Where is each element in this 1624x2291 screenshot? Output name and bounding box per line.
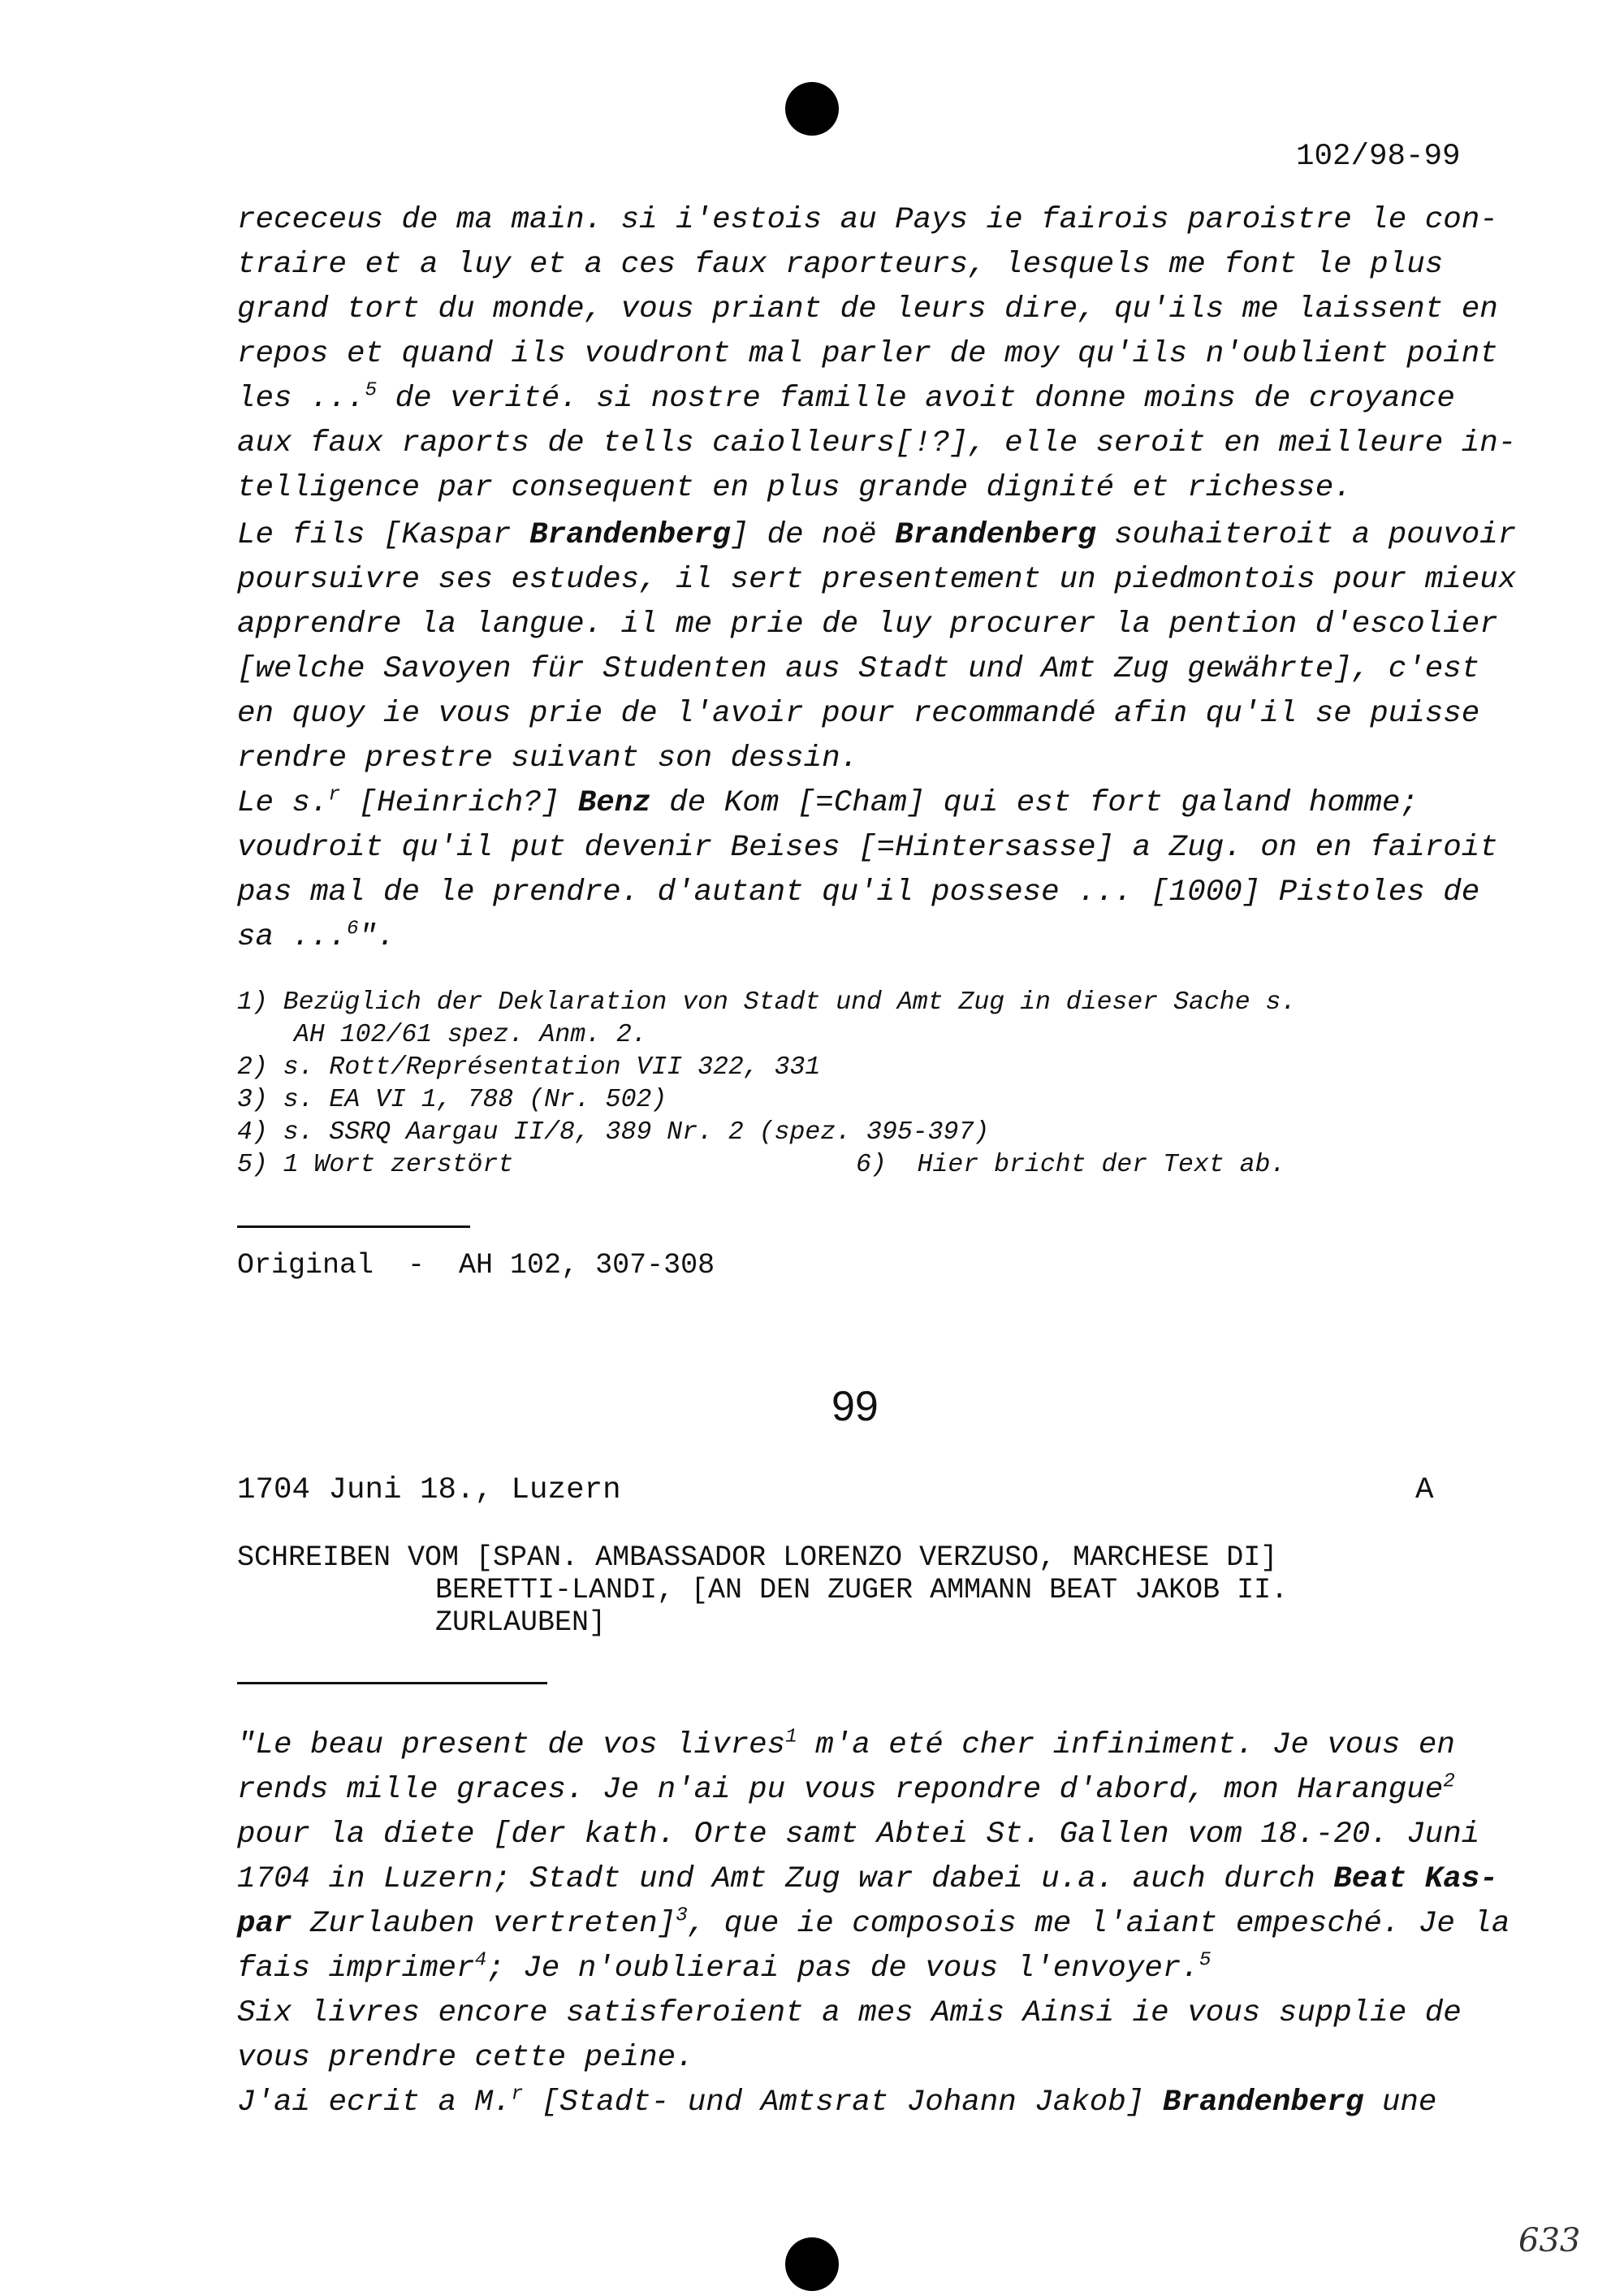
footnote-1-cont: AH 102/61 spez. Anm. 2. xyxy=(294,1021,647,1049)
text-span: [Stadt- und Amtsrat Johann Jakob] xyxy=(523,2086,1163,2120)
letter-line-3 xyxy=(237,1818,1479,1852)
divider-short xyxy=(237,1225,470,1228)
letter-line-6 xyxy=(237,1949,1212,1986)
text-span: repos et quand ils voudront mal parler de moy qu'ils n'oublient point xyxy=(237,337,1498,371)
text-span: sa ... xyxy=(237,920,348,954)
footnote-1: 1) Bezüglich der Deklaration von Stadt und Amt Zug in dieser Sache s. xyxy=(237,988,1297,1017)
document-type: A xyxy=(1415,1473,1434,1507)
text-span: rendre prestre suivant son dessin. xyxy=(237,741,859,776)
letter-line-1 xyxy=(237,1728,1455,1762)
date-place: 1704 Juni 18., Luzern xyxy=(237,1473,621,1507)
prev-line-16 xyxy=(237,875,1479,910)
prev-line-6 xyxy=(237,426,1516,460)
prev-line-17 xyxy=(237,920,395,954)
page-reference: 102/98-99 xyxy=(1296,140,1461,174)
bold-name: par xyxy=(237,1907,292,1941)
letter-line-8 xyxy=(237,2041,694,2075)
footnote-2: 2) s. Rott/Représentation VII 322, 331 xyxy=(237,1053,821,1082)
letter-line-4 xyxy=(237,1862,1498,1896)
footnote-marker: r xyxy=(511,2083,524,2106)
prev-line-13 xyxy=(237,741,858,776)
footnote-3: 3) s. EA VI 1, 788 (Nr. 502) xyxy=(237,1086,667,1114)
text-span: J'ai ecrit a M. xyxy=(237,2086,512,2120)
bold-name: Benz xyxy=(577,786,651,820)
letter-line-9 xyxy=(237,2083,1437,2120)
text-span: ; Je n'oublierai pas de vous l'envoyer. xyxy=(486,1952,1199,1986)
text-span: m'a eté cher infiniment. Je vous en xyxy=(797,1728,1455,1762)
text-span: rends mille graces. Je n'ai pu vous repondre d'abord, mon Harangue xyxy=(237,1773,1444,1807)
prev-line-12 xyxy=(237,697,1479,731)
text-span: ". xyxy=(358,920,395,954)
text-span: [welche Savoyen für Studenten aus Stadt und Amt Zug gewährte], c'est xyxy=(237,652,1480,686)
bold-name: Brandenberg xyxy=(529,518,731,552)
text-span: en quoy ie vous prie de l'avoir pour recommandé afin qu'il se puisse xyxy=(237,697,1480,731)
divider-title xyxy=(237,1682,547,1684)
bold-name: Beat Kas- xyxy=(1333,1862,1498,1896)
text-span: Le fils [Kaspar xyxy=(237,518,530,552)
document-title-line-3: ZURLAUBEN] xyxy=(435,1606,607,1639)
text-span: de verité. si nostre famille avoit donne moins de croyance xyxy=(377,382,1455,416)
prev-line-1 xyxy=(237,203,1498,237)
prev-line-11 xyxy=(237,652,1479,686)
bold-name: Brandenberg xyxy=(895,518,1096,552)
document-title-line-2: BERETTI-LANDI, [AN DEN ZUGER AMMANN BEAT JAKOB II. xyxy=(435,1574,1289,1606)
footnote-marker: 6 xyxy=(347,918,359,940)
footnote-marker: 4 xyxy=(474,1949,487,1972)
letter-line-5 xyxy=(237,1904,1510,1941)
footnote-marker: r xyxy=(328,784,341,806)
text-span: traire et a luy et a ces faux raporteurs, lesquels me font le plus xyxy=(237,248,1444,282)
text-span: 1704 in Luzern; Stadt und Amt Zug war dabei u.a. auch durch xyxy=(237,1862,1334,1896)
text-span: pour la diete [der kath. Orte samt Abtei St. Gallen vom 18.-20. Juni xyxy=(237,1818,1480,1852)
text-span: pas mal de le prendre. d'autant qu'il possese ... [1000] Pistoles de xyxy=(237,875,1480,910)
text-span: Zurlauben vertreten] xyxy=(292,1907,676,1941)
handwritten-page-number: 633 xyxy=(1518,2222,1581,2259)
bold-name: Brandenberg xyxy=(1162,2086,1364,2120)
prev-line-8 xyxy=(237,518,1516,552)
prev-line-5 xyxy=(237,379,1455,416)
text-span: ] de noë xyxy=(730,518,896,552)
footnote-5: 5) 1 Wort zerstört xyxy=(237,1151,514,1179)
text-span: fais imprimer xyxy=(237,1952,475,1986)
punch-hole-top xyxy=(785,82,839,136)
text-span: poursuivre ses estudes, il sert presentement un piedmontois pour mieux xyxy=(237,563,1517,597)
text-span: aux faux raports de tells caiolleurs[!?], elle seroit en meilleure in- xyxy=(237,426,1517,460)
footnote-4: 4) s. SSRQ Aargau II/8, 389 Nr. 2 (spez. 395-397) xyxy=(237,1118,990,1147)
text-span: de Kom [=Cham] qui est fort galand homme; xyxy=(650,786,1419,820)
document-number: 99 xyxy=(831,1383,879,1430)
footnote-marker: 3 xyxy=(676,1904,688,1927)
prev-line-3 xyxy=(237,292,1498,326)
text-span: Six livres encore satisferoient a mes Amis Ainsi ie vous supplie de xyxy=(237,1996,1462,2030)
prev-line-7 xyxy=(237,471,1352,505)
text-span: vous prendre cette peine. xyxy=(237,2041,694,2075)
text-span: souhaiteroit a pouvoir xyxy=(1095,518,1517,552)
prev-line-2 xyxy=(237,248,1443,282)
document-title-line-1: SCHREIBEN VOM [SPAN. AMBASSADOR LORENZO VERZUSO, MARCHESE DI] xyxy=(237,1541,1278,1574)
footnote-marker: 5 xyxy=(365,379,378,402)
prev-line-9 xyxy=(237,563,1516,597)
prev-line-4 xyxy=(237,337,1498,371)
text-span: , que ie composois me l'aiant empesché. Je la xyxy=(687,1907,1510,1941)
text-span: les ... xyxy=(237,382,365,416)
text-span: receceus de ma main. si i'estois au Pays ie fairois paroistre le con- xyxy=(237,203,1498,237)
footnote-marker: 1 xyxy=(785,1726,797,1749)
letter-line-7 xyxy=(237,1996,1462,2030)
letter-line-2 xyxy=(237,1770,1455,1807)
text-span: grand tort du monde, vous priant de leurs dire, qu'ils me laissent en xyxy=(237,292,1498,326)
footnote-marker: 2 xyxy=(1443,1770,1455,1793)
original-reference: Original - AH 102, 307-308 xyxy=(237,1249,715,1282)
text-span: "Le beau present de vos livres xyxy=(237,1728,786,1762)
text-span: une xyxy=(1363,2086,1437,2120)
prev-line-10 xyxy=(237,607,1498,642)
text-span: telligence par consequent en plus grande dignité et richesse. xyxy=(237,471,1352,505)
punch-hole-bottom xyxy=(785,2237,839,2291)
prev-line-14 xyxy=(237,786,1419,820)
text-span: [Heinrich?] xyxy=(340,786,578,820)
footnote-6: 6) Hier bricht der Text ab. xyxy=(856,1151,1286,1179)
prev-line-15 xyxy=(237,831,1498,865)
footnote-marker: 5 xyxy=(1199,1949,1212,1972)
text-span: Le s. xyxy=(237,786,329,820)
text-span: apprendre la langue. il me prie de luy procurer la pention d'escolier xyxy=(237,607,1498,642)
text-span: voudroit qu'il put devenir Beises [=Hintersasse] a Zug. on en fairoit xyxy=(237,831,1498,865)
